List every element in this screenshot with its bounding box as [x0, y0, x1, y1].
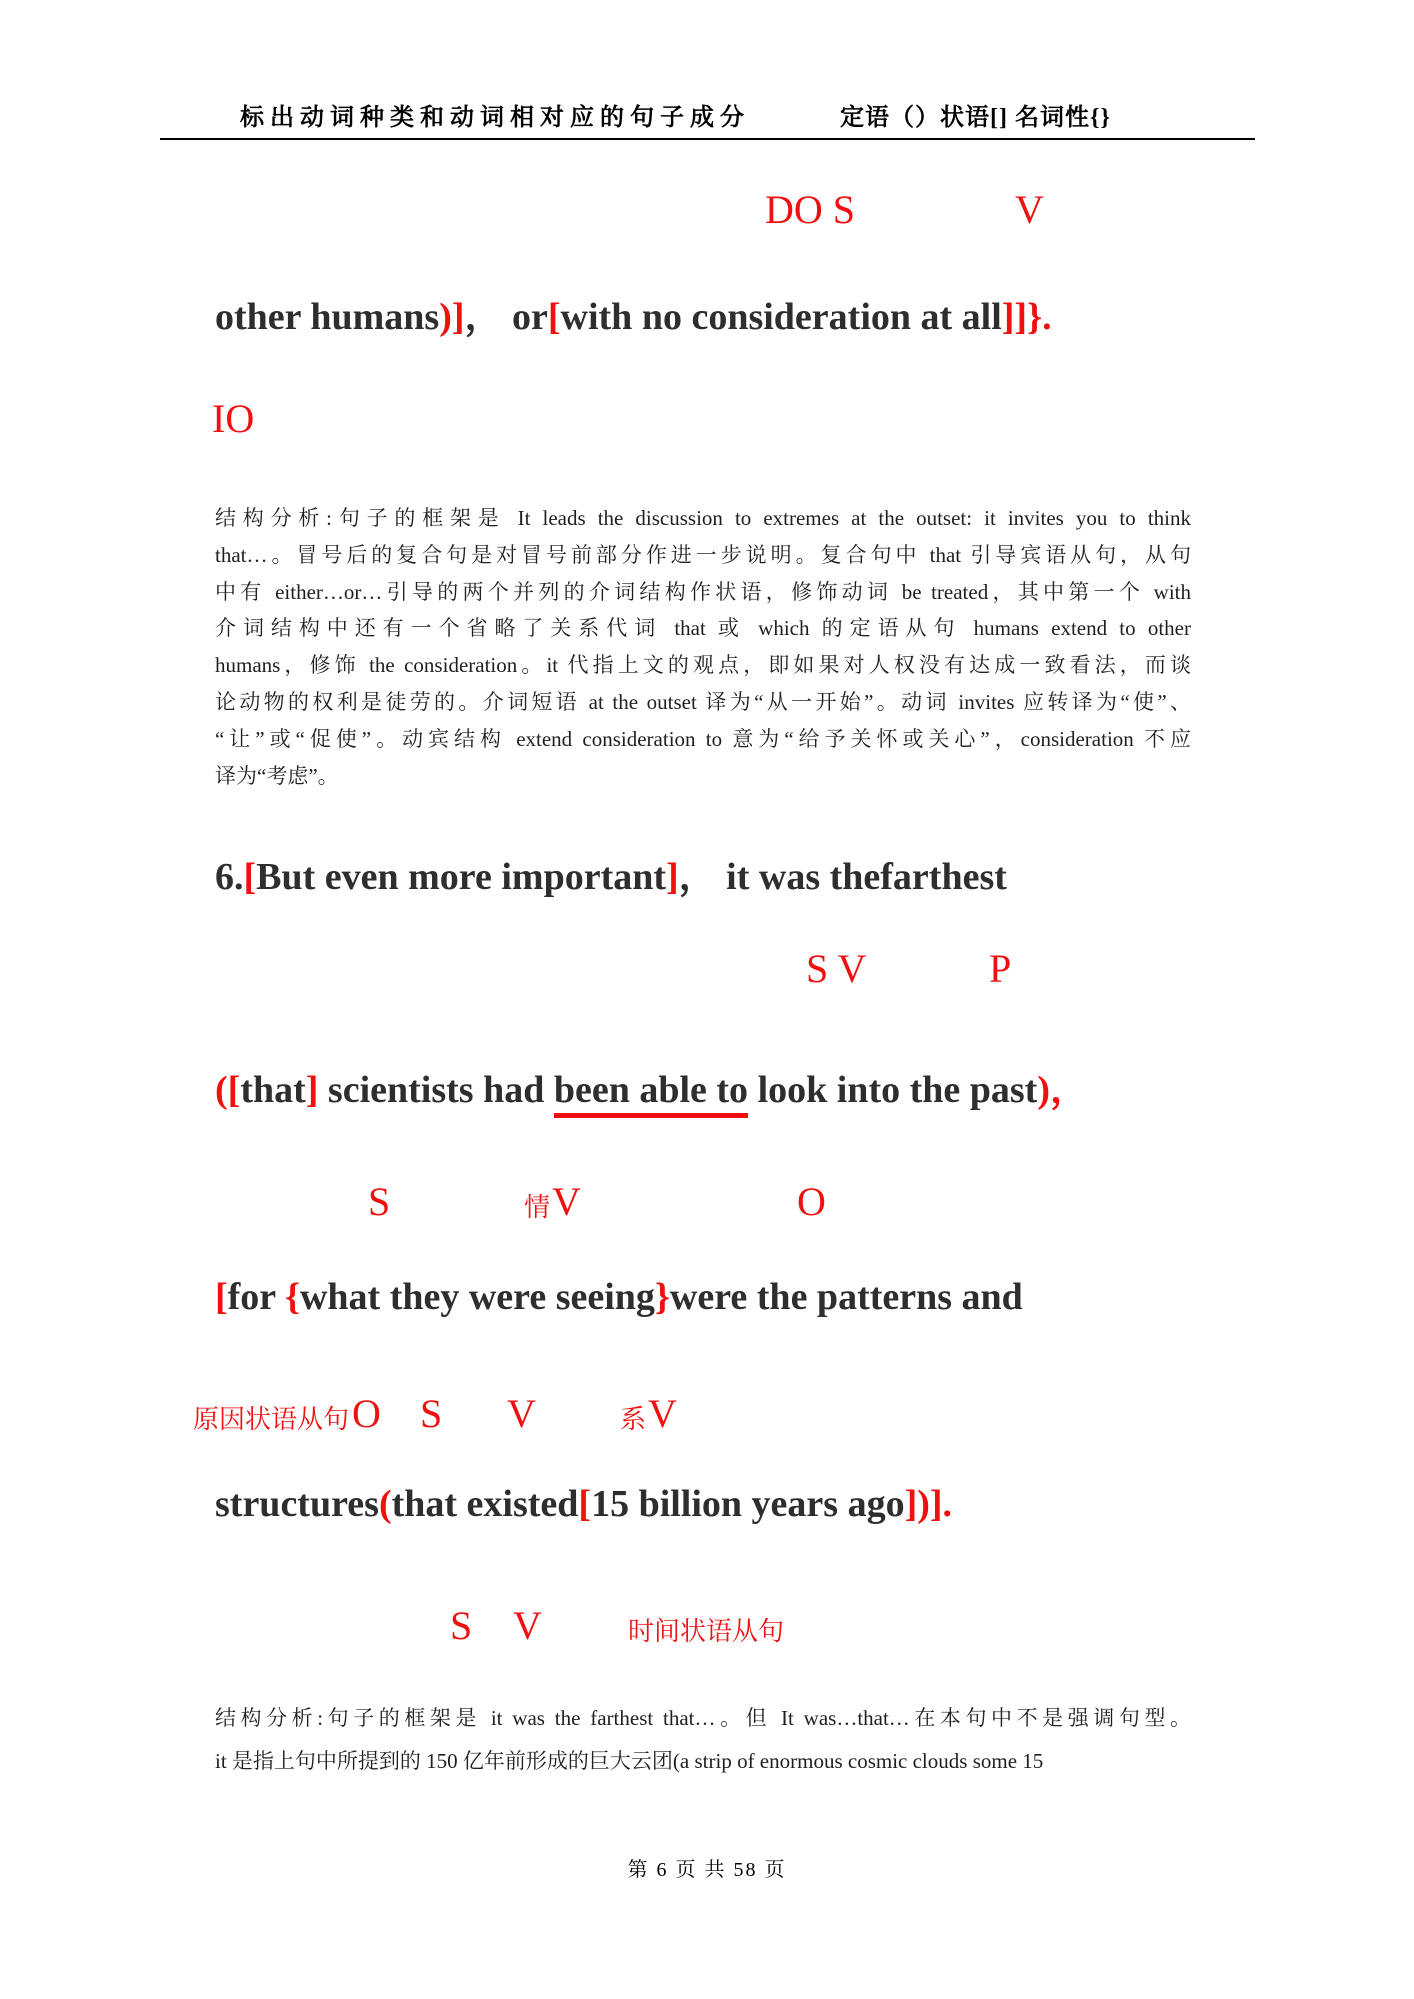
bracket-segment: ]]}	[1001, 296, 1043, 338]
paragraph-line: 介词结构中还有一个省略了关系代词 that 或 which 的定语从句 humans extend to other	[215, 616, 1191, 641]
text-segment: that existed	[391, 1483, 579, 1525]
text-segment: But even more important	[256, 856, 667, 898]
bracket-segment: (	[378, 1483, 392, 1525]
analysis-paragraph-1	[215, 500, 1191, 794]
annotation-io: IO	[212, 396, 255, 441]
sentence-line-6-heading	[215, 855, 1007, 901]
annotation-row-cause-clause	[0, 1390, 1414, 1445]
grammar-label: 原因状语从句	[193, 1405, 350, 1434]
text-segment: that	[240, 1069, 306, 1111]
header-legend-right: 定语（）状语[] 名词性{}	[840, 105, 1111, 131]
text-segment: what they were seeing	[299, 1276, 655, 1318]
grammar-label: P	[989, 946, 1012, 991]
grammar-label: V	[507, 1391, 536, 1436]
sentence-line-1	[215, 295, 1052, 341]
bracket-segment: )]	[439, 296, 465, 338]
sentence-line-3	[215, 1275, 1023, 1321]
grammar-label: 情	[524, 1193, 551, 1222]
text-segment: ， it was thefarthest	[678, 856, 1007, 898]
paragraph-line: 论动物的权利是徒劳的。介词短语 at the outset 译为“从一开始”。动词 invites 应转译为“使”、	[215, 689, 1191, 714]
grammar-label: 时间状语从句	[628, 1617, 785, 1646]
text-segment: other humans	[215, 296, 440, 338]
bracket-segment: [	[578, 1483, 592, 1525]
underlined-segment: been able to	[554, 1069, 748, 1118]
annotation-row-time-clause	[0, 1602, 1414, 1657]
annotation-row-s-v-p	[0, 945, 1414, 1000]
text-segment: structures	[215, 1483, 379, 1525]
text-segment: ， or	[464, 296, 548, 338]
paragraph-line: 中有 either…or…引导的两个并列的介词结构作状语，修饰动词 be treated，其中第一个 with	[215, 579, 1191, 604]
text-segment: 15 billion years ago	[591, 1483, 905, 1525]
paragraph-line: 译为“考虑”。	[215, 763, 339, 788]
grammar-label: V	[513, 1603, 542, 1648]
annotation-row-do-s-v	[0, 186, 1414, 241]
bracket-segment: ([	[215, 1069, 241, 1111]
grammar-label: V	[552, 1179, 581, 1224]
text-segment: scientists had	[318, 1069, 554, 1111]
bracket-segment: [	[215, 1276, 228, 1318]
bracket-segment: ]	[305, 1069, 319, 1111]
paragraph-line: 结构分析:句子的框架是 it was the farthest that…。但 It was…that…在本句中不是强调句型。	[215, 1706, 1191, 1730]
bracket-segment: [	[243, 856, 257, 898]
grammar-label: DO S	[765, 187, 856, 232]
grammar-label: V	[1015, 187, 1044, 232]
text-segment: look into the past	[748, 1069, 1038, 1111]
paragraph-line: “让”或“促使”。动宾结构 extend consideration to 意为“给予关怀或关心”，consideration 不应	[215, 726, 1191, 751]
grammar-label: S V	[806, 946, 867, 991]
grammar-label: V	[648, 1391, 677, 1436]
sentence-line-2	[215, 1068, 1088, 1114]
grammar-label: S	[420, 1391, 443, 1436]
bracket-segment: {	[285, 1276, 300, 1318]
text-segment: 6.	[215, 856, 244, 898]
paragraph-line: 结构分析:句子的框架是 It leads the discussion to extremes at the outset: it invites you to think	[215, 506, 1191, 530]
grammar-label: S	[450, 1603, 473, 1648]
grammar-label: S	[368, 1179, 391, 1224]
grammar-label: O	[352, 1391, 381, 1436]
bracket-segment: )，	[1037, 1069, 1088, 1111]
bracket-segment: }	[654, 1276, 670, 1318]
header-title-left: 标出动词种类和动词相对应的句子成分	[240, 105, 750, 131]
grammar-label: O	[797, 1179, 826, 1224]
bracket-segment: ])].	[904, 1483, 953, 1525]
bracket-segment: .	[1042, 296, 1052, 338]
annotation-row-s-qingv-o	[0, 1178, 1414, 1233]
paragraph-line: that…。冒号后的复合句是对冒号前部分作进一步说明。复合句中 that 引导宾语从句，从句	[215, 542, 1191, 567]
header-rule	[160, 138, 1255, 140]
text-segment: with no consideration at all	[560, 296, 1002, 338]
sentence-line-4	[215, 1482, 952, 1528]
page-footer: 第 6 页 共 58 页	[627, 1859, 787, 1881]
text-segment: for	[227, 1276, 285, 1318]
bracket-segment: [	[547, 296, 561, 338]
paragraph-line: it 是指上句中所提到的 150 亿年前形成的巨大云团(a strip of enormous cosmic clouds some 15	[215, 1749, 1044, 1773]
grammar-label: 系	[620, 1405, 647, 1434]
paragraph-line: humans，修饰 the consideration。it 代指上文的观点，即如果对人权没有达成一致看法，而谈	[215, 653, 1191, 678]
text-segment: were the patterns and	[669, 1276, 1023, 1318]
bracket-segment: ]	[666, 856, 679, 898]
analysis-paragraph-2	[215, 1697, 1191, 1783]
